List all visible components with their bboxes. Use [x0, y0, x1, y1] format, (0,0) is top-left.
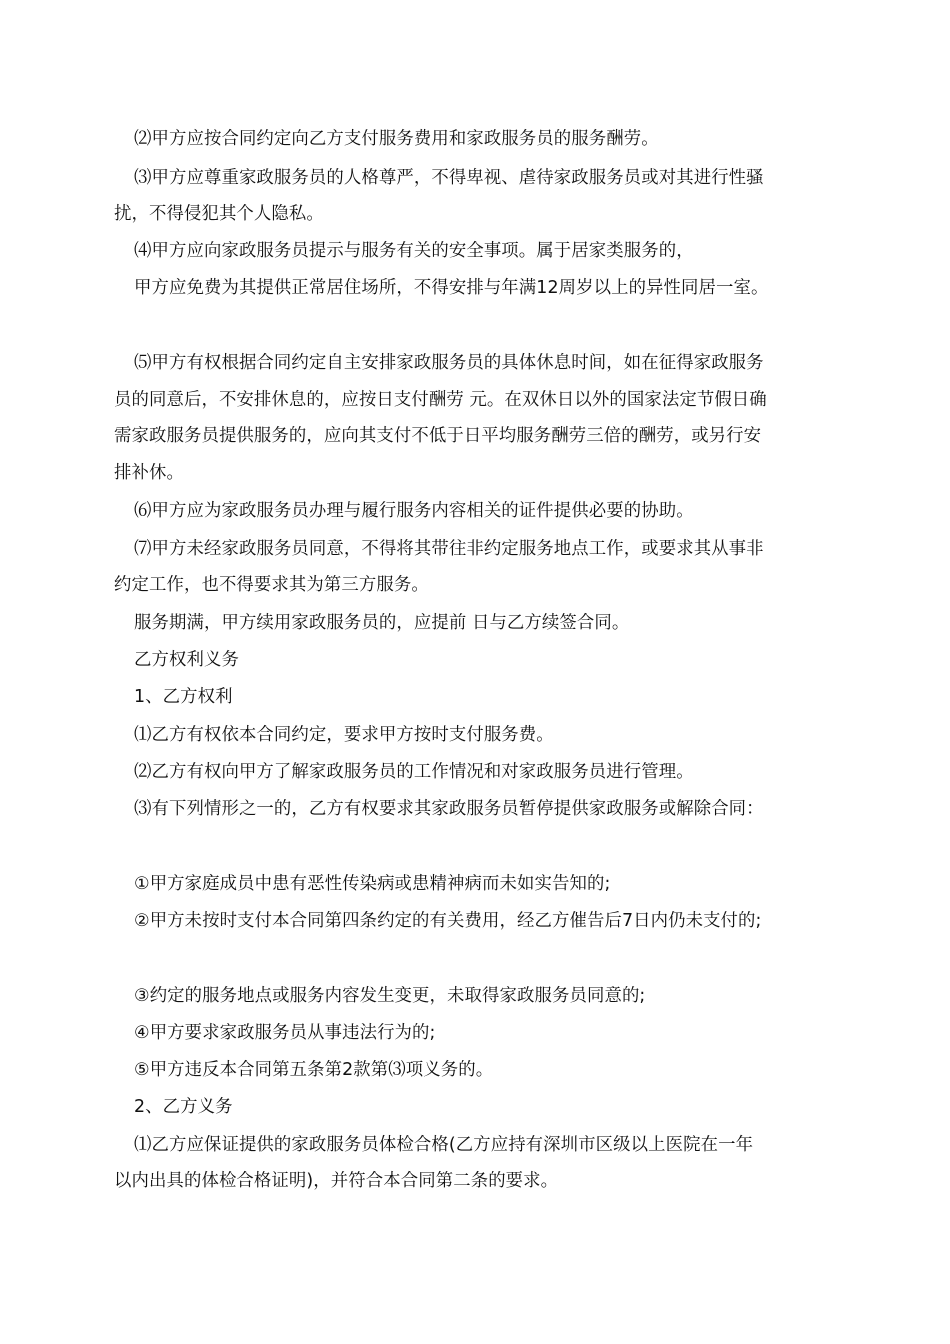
subsection-heading: 1、乙方权利	[134, 687, 233, 707]
paragraph-line: ⑶甲方应尊重家政服务员的人格尊严，不得卑视、虐待家政服务员或对其进行性骚	[134, 168, 764, 188]
list-item: ④甲方要求家政服务员从事违法行为的;	[134, 1023, 436, 1043]
paragraph-line: ⑵甲方应按合同约定向乙方支付服务费用和家政服务员的服务酬劳。	[134, 129, 659, 149]
paragraph-line: ⑸甲方有权根据合同约定自主安排家政服务员的具体休息时间，如在征得家政服务	[134, 353, 764, 373]
paragraph-line: ⑴乙方应保证提供的家政服务员体检合格(乙方应持有深圳市区级以上医院在一年	[134, 1135, 754, 1155]
paragraph-line: 需家政服务员提供服务的，应向其支付不低于日平均服务酬劳三倍的酬劳，或另行安	[114, 426, 762, 446]
paragraph-line: 服务期满，甲方续用家政服务员的，应提前 日与乙方续签合同。	[134, 613, 630, 633]
paragraph-line: ⑹甲方应为家政服务员办理与履行服务内容相关的证件提供必要的协助。	[134, 501, 694, 521]
paragraph-line: 员的同意后，不安排休息的，应按日支付酬劳 元。在双休日以外的国家法定节假日确	[114, 390, 767, 410]
paragraph-line: ⑴乙方有权依本合同约定，要求甲方按时支付服务费。	[134, 725, 554, 745]
list-item: ①甲方家庭成员中患有恶性传染病或患精神病而未如实告知的;	[134, 874, 611, 894]
paragraph-line: 排补休。	[114, 463, 184, 483]
paragraph-line: ⑶有下列情形之一的，乙方有权要求其家政服务员暂停提供家政服务或解除合同：	[134, 799, 764, 819]
paragraph-line: ⑺甲方未经家政服务员同意，不得将其带往非约定服务地点工作，或要求其从事非	[134, 539, 764, 559]
section-heading: 乙方权利义务	[134, 650, 239, 670]
paragraph-line: 甲方应免费为其提供正常居住场所，不得安排与年满12周岁以上的异性同居一室。	[134, 278, 769, 298]
list-item: ⑤甲方违反本合同第五条第2款第⑶项义务的。	[134, 1060, 494, 1080]
list-item: ③约定的服务地点或服务内容发生变更，未取得家政服务员同意的;	[134, 986, 646, 1006]
paragraph-line: 扰，不得侵犯其个人隐私。	[114, 204, 324, 224]
paragraph-line: ⑷甲方应向家政服务员提示与服务有关的安全事项。属于居家类服务的，	[134, 241, 694, 261]
list-item: ②甲方未按时支付本合同第四条约定的有关费用，经乙方催告后7日内仍未支付的;	[134, 911, 762, 931]
paragraph-line: 以内出具的体检合格证明)，并符合本合同第二条的要求。	[114, 1171, 559, 1191]
subsection-heading: 2、乙方义务	[134, 1097, 233, 1117]
paragraph-line: 约定工作，也不得要求其为第三方服务。	[114, 575, 429, 595]
paragraph-line: ⑵乙方有权向甲方了解家政服务员的工作情况和对家政服务员进行管理。	[134, 762, 694, 782]
